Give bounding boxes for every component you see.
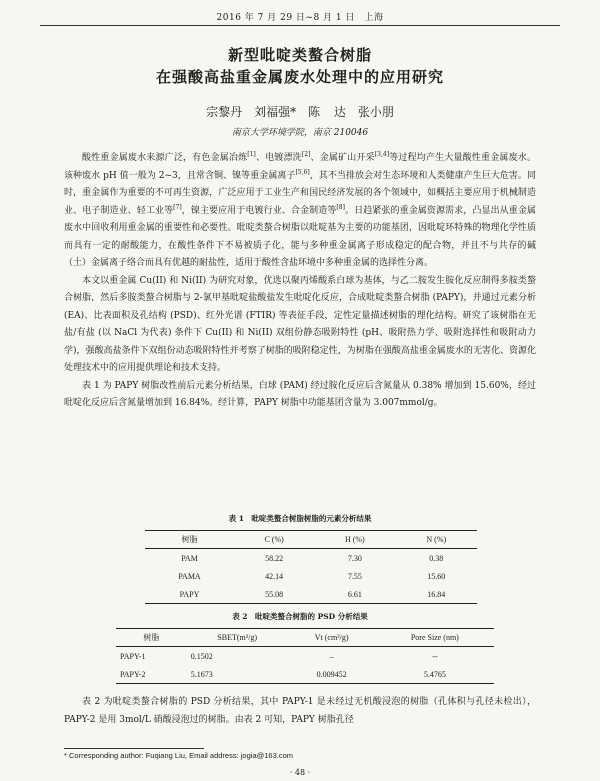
corresponding-author-footnote: * Corresponding author: Fuqiang Liu, Email address: jogia@163.com [64, 751, 293, 760]
text-span: ，镍主要应用于电镀行业、合金制造等 [181, 205, 337, 216]
citation: [3,4] [374, 151, 390, 158]
column-header: 树脂 [116, 629, 187, 647]
paragraph-intro [64, 150, 536, 273]
paper-title-line1: 新型吡啶类螯合树脂 [227, 46, 372, 64]
citation: [5,6] [295, 168, 310, 176]
table-cell: 0.009452 [288, 665, 376, 684]
table-cell: 58.22 [265, 553, 284, 563]
table-row [116, 665, 494, 684]
table-cell: 7.55 [347, 571, 362, 581]
table2-psd-analysis [116, 628, 494, 684]
table-cell: PAPY [145, 585, 234, 604]
column-header: H (%) [314, 531, 395, 549]
paragraph-method: 本文以重金属 Cu(II) 和 Ni(II) 为研究对象，优选以聚丙烯酸系白球为基体，与乙二胺发生胺化反应制得多胺类螯合树脂，然后多胺类螯合树脂与 2-氯甲基吡啶盐酸盐发生吡啶化反应，合成吡啶类螯合树脂 (PAPY)，并通过元素分析 (EA)、比表面积及孔结构 (PSD)、红外光谱 (FTIR) 等表征手段，定性定量描述树脂的理化结构。研究了该树脂在无盐/有盐 (以 NaCl 为代表) 条件下 Cu(II) 和 Ni(II) 双组份静态吸附特性 (pH、吸附热力学、吸附选择性和吸附动力学)，强酸高盐条件下双组份动态吸附特性并考察了树脂的吸附稳定性，为树脂在强酸高盐重金属废水的无害化、资源化处理技术中的应用提供理论和技术支持。 [64, 275, 536, 373]
table-row [145, 585, 477, 604]
table-cell: PAPY-2 [116, 665, 187, 684]
table-cell: PAM [181, 553, 198, 563]
table-cell: 15.60 [427, 571, 446, 581]
table-row [145, 567, 477, 585]
text-span: ，其不当排放会对生态环境和人类健康产生巨大危害。同时，重金属作为重要的不可再生资源，广泛应用于工业生产和国民经济发展的各个领域中，如概括主要应用于机械制造业、电子制造业、轻工业等 [64, 170, 536, 216]
citation: [1] [247, 151, 256, 158]
table-cell: 5.4765 [376, 665, 494, 684]
table-cell: PAMA [178, 571, 201, 581]
text-span: 、金属矿山开采 [310, 153, 375, 163]
citation: [2] [301, 151, 311, 158]
table2-caption: 表 2 吡啶类螯合树脂的 PSD 分析结果 [232, 612, 368, 621]
affiliation: 南京大学环境学院，南京 210046 [231, 128, 369, 138]
footnote-rule [64, 748, 204, 749]
text-span: 。日趋紧张的重金属资源需求，凸显出从重金属废水中回收利用重金属的重要性和必要性。吡啶类螯合树脂以吡啶基为主要的功能基团，因吡啶环特殊的物理化学性质而具有一定的耐酸能力，在酸性条件下不易被质子化，能与多种重金属离子形成稳定的配合物，并且不与共存的碱（土）金属离子络合而具有优越的耐盐性，适用于酸性含盐环境中多种重金属的选择性分离。 [64, 205, 536, 268]
table1-elemental-analysis [145, 530, 477, 604]
running-header: 2016 年 7 月 29 日~8 月 1 日 上海 [216, 13, 384, 23]
table-cell: 0.1502 [190, 651, 213, 661]
column-header: SBET(m²/g) [187, 629, 288, 647]
column-header: N (%) [396, 531, 477, 549]
table-cell: 7.30 [347, 553, 362, 563]
table-cell: 6.61 [314, 585, 395, 604]
text-span: 、电镀漂洗 [255, 153, 302, 163]
table-cell: 5.1673 [187, 665, 288, 684]
body-text [64, 150, 536, 413]
column-header: Vt (cm³/g) [288, 629, 376, 647]
author-list: 宗黎丹 刘福强* 陈 达 张小朋 [206, 105, 394, 119]
table-header-row [116, 629, 494, 647]
table-cell: 42.14 [265, 571, 284, 581]
table-row [116, 647, 494, 666]
citation: [7] [173, 203, 182, 211]
header-rule [40, 25, 560, 26]
column-header: C (%) [234, 531, 314, 549]
paragraph-table1-intro: 表 1 为 PAPY 树脂改性前后元素分析结果，白球 (PAM) 经过胺化反应后含氮量从 0.38% 增加到 15.60%，经过吡啶化反应后含氮量增加到 16.84%。经计算，PAPY 树脂中功能基团含量为 3.007mmol/g。 [64, 380, 536, 408]
table1-caption: 表 1 吡啶类螯合树脂树脂的元素分析结果 [228, 514, 372, 523]
paper-title-line2: 在强酸高盐重金属废水处理中的应用研究 [155, 68, 444, 86]
table-cell: 55.08 [234, 585, 314, 604]
table-cell: -- [432, 651, 438, 661]
page-number: · 48 · [289, 768, 311, 777]
column-header: 树脂 [145, 531, 234, 549]
text-span: 等过程均产生大量酸性重金属废水。该种废水 pH 值一般为 2~3，且常含铜、镍等重金属离子 [64, 153, 536, 181]
text-span: 酸性重金属废水来源广泛，有色金属冶炼 [82, 153, 248, 163]
table-cell: 16.84 [396, 585, 477, 604]
body-text-continued [64, 694, 536, 729]
citation: [8] [336, 203, 345, 211]
paragraph-table2-intro: 表 2 为吡啶类螯合树脂的 PSD 分析结果，其中 PAPY-1 是未经过无机酸浸泡的树脂（孔体积与孔径未检出），PAPY-2 是用 3mol/L 硝酸浸泡过的树脂。由表 2 可知，PAPY 树脂孔径 [64, 697, 536, 725]
table-header-row [145, 531, 477, 549]
table-row [145, 549, 477, 568]
column-header: Pore Size (nm) [376, 629, 494, 647]
table-cell: 0.38 [429, 553, 444, 563]
table-cell: – [329, 651, 334, 661]
table-cell: PAPY-1 [120, 651, 146, 661]
